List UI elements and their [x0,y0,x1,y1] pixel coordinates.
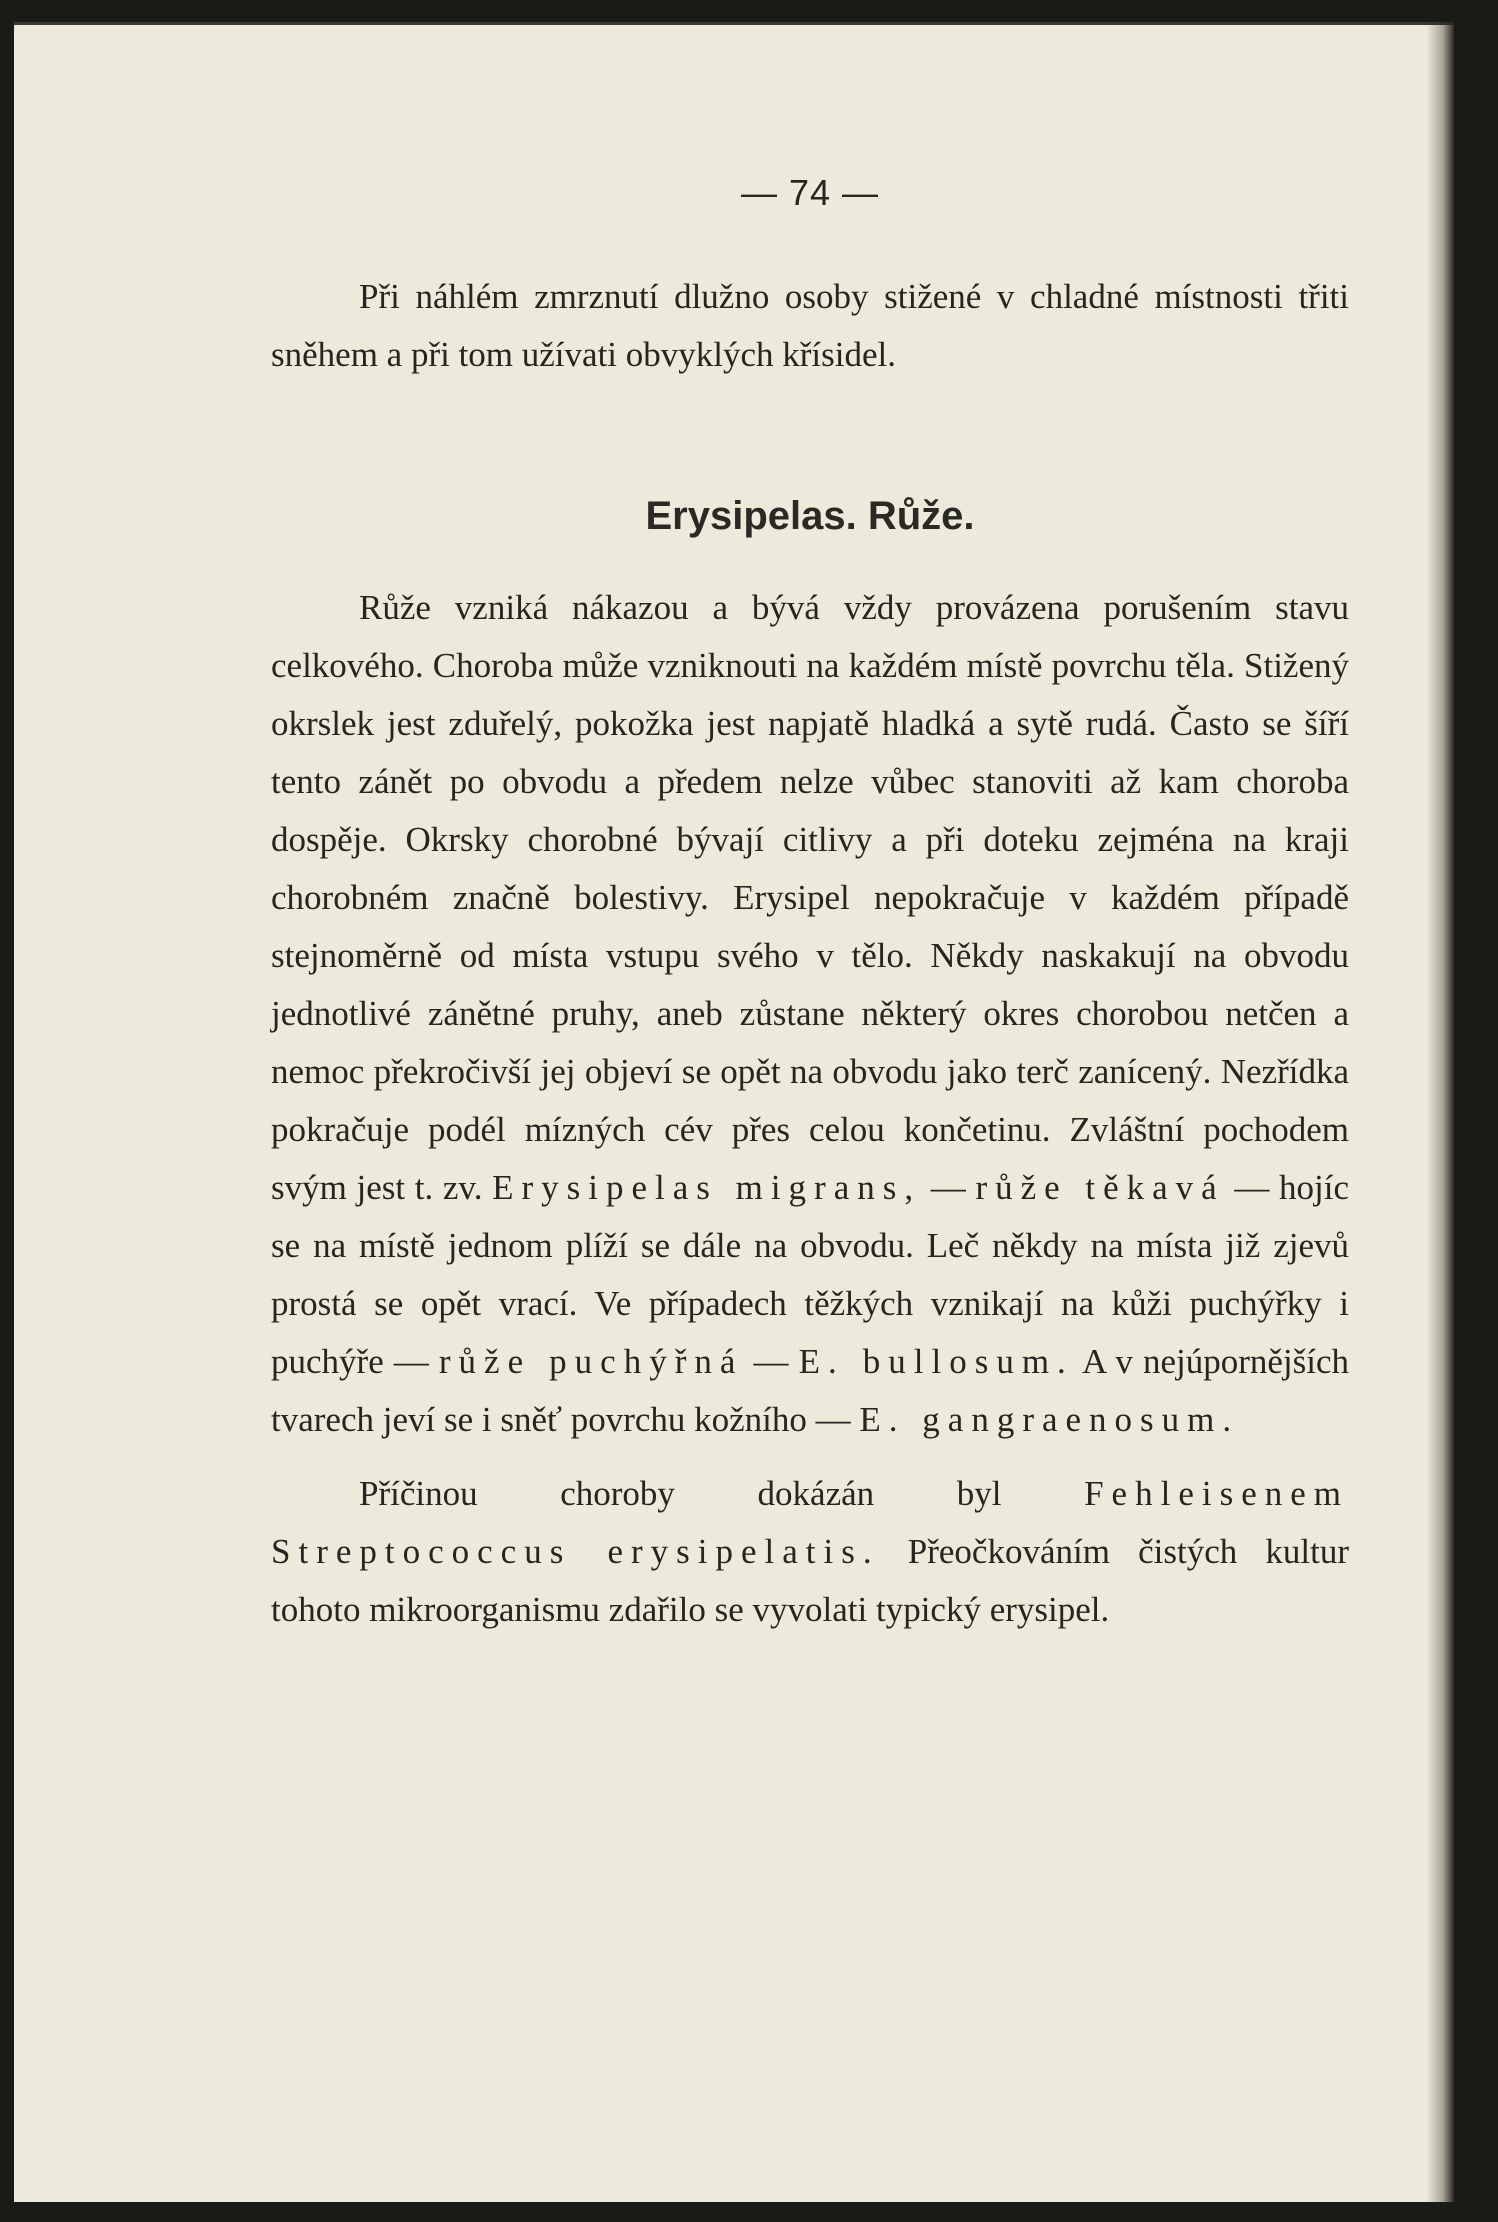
paragraph-text: — [921,1168,976,1207]
intro-paragraph: Při náhlém zmrznutí dlužno osoby stižené v chladné místnosti třiti sněhem a při tom užívati obvyklých křísidel. [271,277,1349,374]
book-page [14,22,1454,2202]
czech-term: růže puchýřná [438,1342,744,1381]
page-number: — 74 — [740,172,880,213]
page-content [271,172,1349,1639]
paragraph-gap [271,1449,1349,1465]
paragraph-text: — [743,1342,799,1381]
paragraph-text: A v nejúpornějších tvarech jeví se i sněť povrchu kožního — [271,1342,1349,1439]
body-paragraph-1 [271,579,1349,1449]
paragraph-text: Přeočkováním čistých kultur tohoto mikroorganismu zdařilo se vyvolati typický erysipel. [271,1532,1349,1629]
latin-term: Erysipelas migrans, [492,1168,922,1207]
page-binding-shadow [1426,22,1454,2202]
paragraph-text: Růže vzniká nákazou a bývá vždy provázena porušením stavu celkového. Choroba může vzniknouti na každém místě povrchu těla. Stižený okrslek jest zduřelý, pokožka jest napjatě hladká a sytě rudá. Často se šíří tento zánět po obvodu a předem nelze vůbec stanoviti až kam choroba dospěje. Okrsky chorobné bývají citlivy a při doteku zejména na kraji chorobném značně bolestivy. Erysipel nepokračuje v každém případě stejnoměrně od místa vstupu svého v tělo. Někdy naskakují na obvodu jednotlivé zánětné pruhy, aneb zůstane některý okres chorobou netčen a nemoc překročivší jej objeví se opět na obvodu jako terč zanícený. Nezřídka pokračuje podél mízných cév přes celou končetinu. Zvláštní pochodem svým jest t. zv. [271,588,1349,1207]
latin-term: E. gangraenosum. [859,1400,1240,1439]
paragraph-text: — hojíc se na místě jednom plíží se dále na obvodu. Leč někdy na místa již zjevů prostá se opět vrací. Ve případech těžkých vznikají na kůži puchýřky i puchýře — [271,1168,1350,1381]
body-paragraph-2 [271,1465,1349,1639]
latin-term: E. bullosum. [798,1342,1074,1381]
paragraph-text: Příčinou choroby dokázán byl [359,1474,1085,1513]
section-heading: Erysipelas. Růže. [645,494,975,538]
czech-term: růže těkavá [975,1168,1225,1207]
page-top-rule [14,22,1454,25]
latin-term: Fehleisenem Streptococcus erysipelatis. [271,1474,1349,1571]
